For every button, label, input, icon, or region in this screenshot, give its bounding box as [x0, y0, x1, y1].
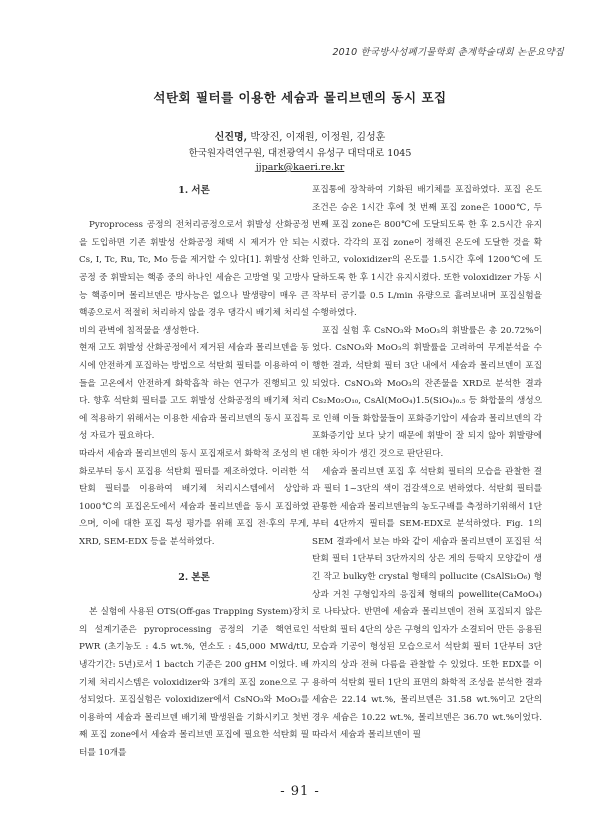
co-authors: 박장진, 이재원, 이정원, 김성훈 [247, 132, 386, 143]
intro-paragraph-2: 현재 고도 휘발성 산화공정에서 제거된 세슘과 몰리브덴을 동시에 안전하게 포집하는 방법으로 석탄회 필터를 이용하여 이들을 고온에서 안전하게 화학흡착 하는 연구가 진행되고 있다. 향후 석탄회 필터를 고도 휘발성 산화공정의 배기체 처리에 적용하기 위해서는 이용한 세슘과 몰리브덴의 동시 포집특성 자료가 필요하다. [79, 343, 309, 442]
body-paragraph-4: 세슘과 몰리브덴 포집 후 석탄회 필터의 모습을 관찰한 결과 필터 1~3단의 색이 검갈색으로 변하였다. 석탄회 필터를 관통한 세슘과 몰리브덴늄의 농도구배를 측정하기위해서 1단부터 4단까지 필터를 SEM-EDX로 분석하였다. Fig. 1의 SEM 결과에서 보는 바와 같이 세슘과 몰리브덴이 포집된 석탄회 필터 1단부터 3단까지의 상은 게의 등딱지 모양같이 생긴 작고 bulky한 crystal 형태의 pollucite (CsAlSi₂O₆) 형상과 거친 구형입자의 응집체 형태의 powellite(CaMoO₄)로 나타났다. 반면에 세슘과 몰리브덴이 전혀 포집되지 않은 석탄회 필터 4단의 상은 구형의 입자가 소결되어 만든 응용된 모습과 기공이 형성된 모습으로서 석탄회 필터 1단부터 3단까지의 상과 전혀 다름을 관찰할 수 있었다. 또한 EDX를 이용하여 석탄회 필터 1단의 표면의 화학적 조성을 분석한 결과 세슘은 22.14 wt.%, 몰리브덴은 31.58 wt.%이고 2단의 경우 세슘은 10.22 wt.%, 몰리브덴은 36.70 wt.%이었다. 따라서 세슘과 몰리브덴이 필 [312, 466, 542, 741]
section-heading-introduction: 1. 서론 [178, 185, 210, 196]
lead-author: 신진명, [214, 132, 248, 143]
section-heading-main-body: 2. 본론 [178, 572, 210, 584]
author-list [0, 128, 600, 143]
body-paragraph-3: 포집 실험 후 CsNO₃와 MoO₃의 휘발률은 총 20.72%이었다. CsNO₃와 MoO₃의 휘발률을 고려하여 무게분석을 수행한 결과, 석탄회 필터 3단 내에서 세슘과 몰리브덴이 포집되었다. CsNO₃와 MoO₃의 잔존물을 XRD로 분석한 결과 Cs₂Mo₂O₁₀, CsAl(MoO₄)1.5(SiO₄)₀.₅ 등 화합물의 생성으로 인해 이들 화합물들이 포화증기압이 세슘과 몰리브덴의 각 포화증기압 보다 낮기 때문에 휘발이 잘 되지 않아 휘발량에 대한 차이가 생긴 것으로 판단된다. [312, 325, 542, 459]
right-column [312, 182, 542, 745]
affiliation: 한국원자력연구원, 대전광역시 유성구 대덕대로 1045 [188, 148, 412, 159]
email-link[interactable]: jjpark@kaeri.re.kr [255, 162, 345, 173]
contact-email [0, 162, 600, 173]
conference-header: 2010 한국방사성폐기물학회 춘계학술대회 논문요약집 [332, 47, 564, 58]
page-number: - 91 - [280, 784, 320, 799]
intro-paragraph-3: 따라서 세슘과 몰리브덴의 동시 포집재로서 화학적 조성의 변화로부터 동시 포집용 석탄회 필터를 제조하였다. 이러한 석탄회 필터를 이용하여 배기체 처리시스템에서 상압하 1000℃의 포집온도에서 세슘과 몰리브덴을 동시 포집하였으며, 이에 대한 포집 특성 평가를 위해 포집 전·후의 무게, XRD, SEM-EDX 등을 분석하였다. [79, 448, 309, 547]
body-paragraph-1: 본 실험에 사용된 OTS(Off-gas Trapping System)장치의 설계기준은 pyroprocessing 공정의 기준 핵연료인 PWR (초기농도 : 4.5 wt.%, 연소도 : 45,000 MWd/tU, 냉각기간: 5년)로서 1 bactch 기준은 200 gHM 이었다. 배기체 처리시스템은 voloxidizer와 3개의 포집 zone으로 구성되었다. 포집실험은 voloxidizer에서 CsNO₃와 MoO₃를 이용하여 세슘과 몰리브덴 배기체 발생원을 기화시키고 첫번 째 포집 zone에서 세슘과 몰리브덴 포집에 필요한 석탄회 필터를 10개를 [79, 607, 309, 758]
body-paragraph-2: 포집통에 장착하여 기화된 배기체를 포집하였다. 포집 온도 조건은 승온 1시간 후에 첫 번째 포집 zone은 1000℃, 두 번째 포집 zone은 800℃에 도달되도록 한 후 2.5시간 유지시켰다. 각각의 포집 zone이 정해진 온도에 도달한 것을 확인하고, voloxidizer의 온도를 1.5시간 후에 1200℃에 도달하도록 한 후 1시간 유지시켰다. 또한 voloxidizer 가동 시작부터 공기를 0.5 L/min 유량으로 흘려보내며 포집실험을 수행하였다. [312, 185, 542, 319]
intro-paragraph-1: Pyroprocess 공정의 전처리공정으로서 휘발성 산화공정을 도입하면 기존 휘발성 산화공정 채택 시 제거가 안 되는 Cs, I, Tc, Ru, Tc, Mo 등을 제거할 수 있다[1]. 휘발성 산화공정 중 휘발되는 핵종 중의 하나인 세슘은 고방열 및 고방사능 핵종이며 몰리브덴은 방사능은 없으나 발생량이 매우 큰 핵종으로서 적절히 처리하지 않을 경우 댕각시 배기체 처리설비의 관벽에 침적물을 생성한다. [79, 220, 309, 336]
paper-title: 석탄회 필터를 이용한 세슘과 몰리브덴의 동시 포집 [153, 90, 447, 105]
left-column [79, 182, 309, 763]
